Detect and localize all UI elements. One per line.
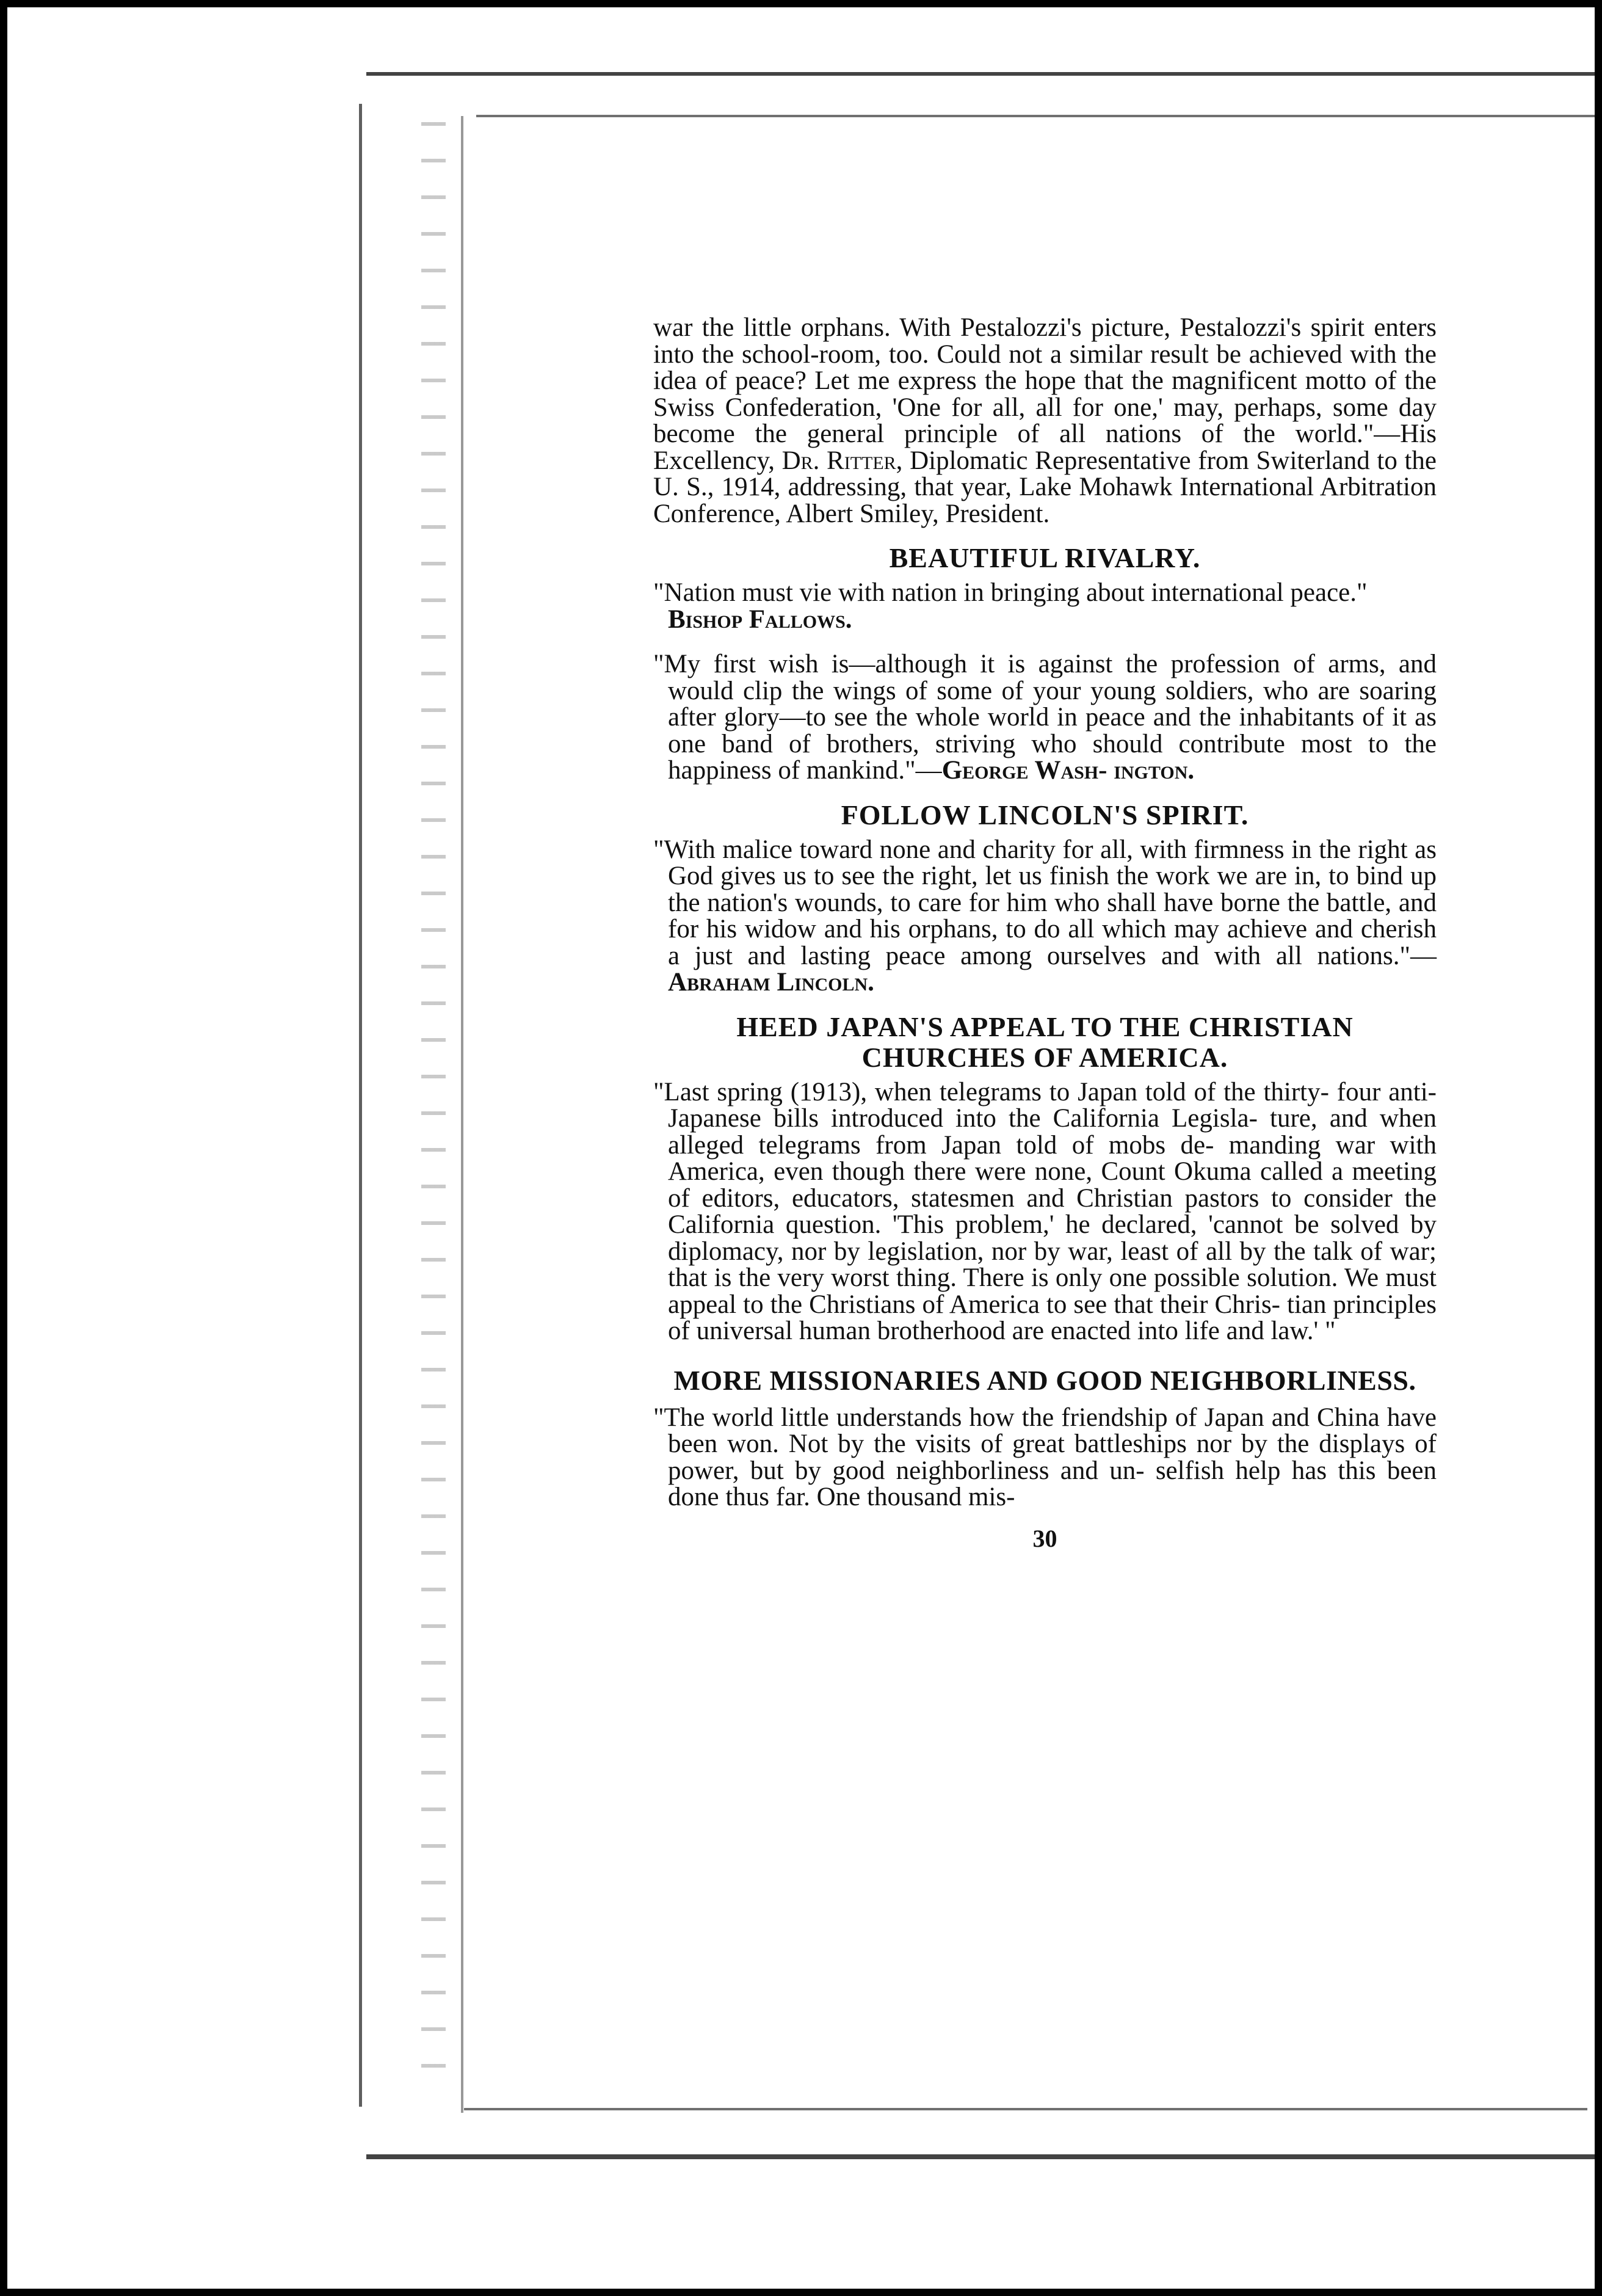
quote-fallows: "Nation must vie with nation in bringing about international peace." <box>653 578 1368 607</box>
heading-follow-lincoln: FOLLOW LINCOLN'S SPIRIT. <box>841 799 1249 830</box>
continuation-tail: Diplomatic Representative from Switerland to the U. S., 1914, addressing, that year, Lake Mohawk International Arbitration Conference, Albert Smiley, President. <box>653 446 1437 528</box>
top-inner-rule <box>476 115 1595 117</box>
attribution-lincoln: Abraham Lincoln. <box>668 968 874 997</box>
attribution-fallows: Bishop Fallows. <box>668 605 852 634</box>
binding-gutter-marks <box>421 122 446 2101</box>
heading-heed-japan-line2: CHURCHES OF AMERICA. <box>861 1041 1228 1073</box>
quote-lincoln <box>653 837 1437 996</box>
heading-missionaries: MORE MISSIONARIES AND GOOD NEIGHBORLINESS. <box>673 1364 1416 1396</box>
quote-okuma: "Last spring (1913), when telegrams to Japan told of the thirty- four anti-Japanese bills introduced into the California Legisla- ture, and when alleged telegrams from Japan told of mobs de- manding war with America, even though there were none, Count Okuma called a meeting of editors, educators, statesmen and Christian pastors to consider the California question. 'This problem,' he declared, 'cannot be solved by diplomacy, nor by legislation, nor by war, least of all by the talk of war; that is the very worst thing. There is only one possible solution. We must appeal to the Christians of America to see that their Chris- tian principles of universal human brotherhood are enacted into life and law.' " <box>653 1077 1437 1345</box>
bottom-border-rule <box>366 2154 1595 2159</box>
quote-washington-text: "My first wish is—although it is against the profession of arms, and would clip the wings of some of your young soldiers, who are soaring after glory—to see the whole world in peace and the inhabitants of it as one band of brothers, striving who should contribute most to the happiness of mankind."— <box>653 650 1437 785</box>
attribution-washington: George Wash- ington. <box>941 756 1195 785</box>
continuation-author: Dr. Ritter, <box>781 446 903 475</box>
top-border-rule <box>366 72 1595 76</box>
continuation-text: war the little orphans. With Pestalozzi's picture, Pestalozzi's spirit enters into the school-room, too. Could not a similar result be achieved with the idea of peace? Let me express the hope that the magnificent motto of the Swiss Confederation, 'One for all, all for one,' may, perhaps, some day become the general principle of all nations of the world."—His Excellency, <box>653 313 1437 475</box>
bottom-inner-rule <box>464 2108 1587 2110</box>
quote-lincoln-text: "With malice toward none and charity for all, with firmness in the right as God gives us to see the right, let us finish the work we are in, to bind up the nation's wounds, to care for him who shall have borne the battle, and for his widow and his orphans, to do all which may achieve and cherish a just and lasting peace among ourselves and with all nations."— <box>653 835 1437 970</box>
page-content <box>653 314 1437 1552</box>
heading-beautiful-rivalry: BEAUTIFUL RIVALRY. <box>889 542 1201 573</box>
page-number: 30 <box>1032 1524 1057 1552</box>
page-edge-line <box>461 116 463 2113</box>
heading-heed-japan-line1: HEED JAPAN'S APPEAL TO THE CHRISTIAN <box>736 1011 1354 1042</box>
continuation-paragraph <box>653 314 1437 527</box>
binding-gutter-line <box>359 104 362 2107</box>
quote-missionaries: "The world little understands how the friendship of Japan and China have been won. Not by the visits of great battleships nor by the displays of power, but by good neighborliness and un- selfish help has this been done thus far. One thousand mis- <box>653 1403 1437 1511</box>
quote-washington <box>653 651 1437 784</box>
